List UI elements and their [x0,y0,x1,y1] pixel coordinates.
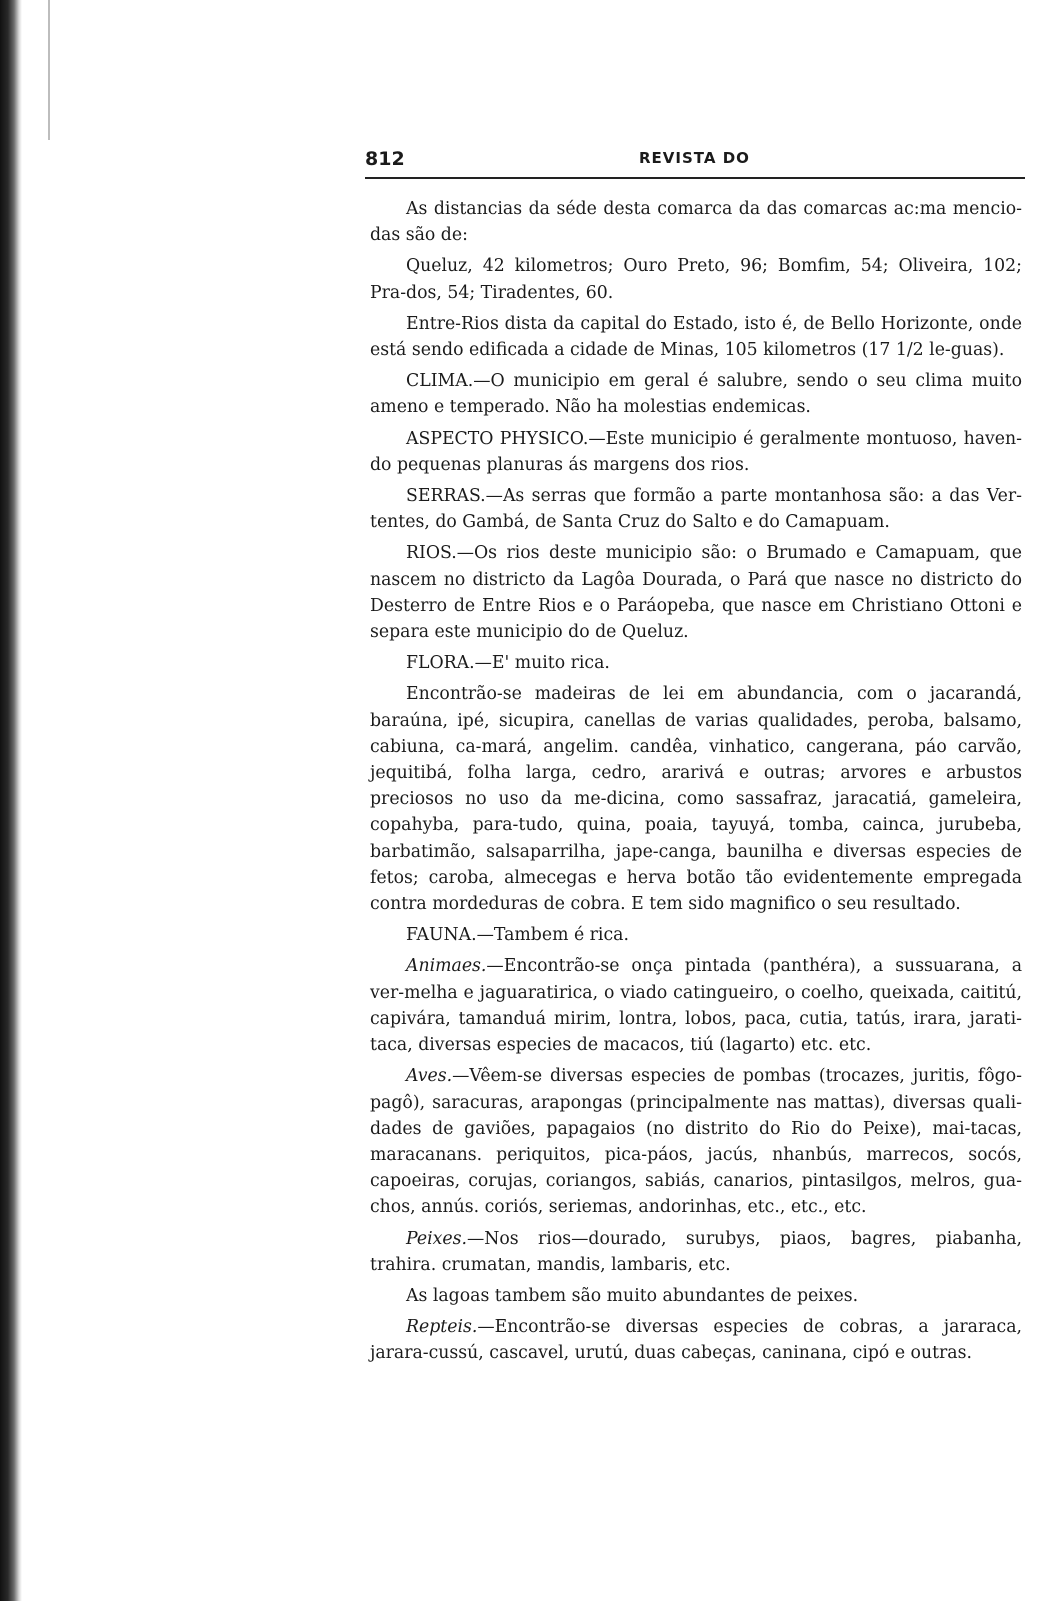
paragraph-text: CLIMA.—O municipio em geral é salubre, sendo o seu clima muito ameno e temperado. Não ha molestias endemicas. [370,371,1022,418]
paragraph [370,650,1022,676]
paragraph-text: Entre-Rios dista da capital do Estado, isto é, de Bello Horizonte, onde está sendo edificada a cidade de Minas, 105 kilometros (17 1/2 le-guas). [370,313,1022,361]
paragraph-text: As distancias da séde desta comarca da das comarcas ac:ma mencio-das são de: [370,199,1022,246]
paragraph [370,426,1022,478]
paragraph-text: FLORA.—E' muito rica. [406,653,610,674]
paragraph-text: FAUNA.—Tambem é rica. [406,925,629,946]
paragraph-lead: Aves. [406,1066,453,1087]
paragraph-lead: Animaes. [406,956,487,977]
paragraph [370,1314,1022,1366]
paragraph [370,681,1022,917]
paragraph-text: Queluz, 42 kilometros; Ouro Preto, 96; Bomfim, 54; Oliveira, 102; Pra-dos, 54; Tiradentes, 60. [370,256,1022,303]
paragraph [370,311,1022,363]
paragraph-text: Encontrão-se madeiras de lei em abundancia, com o jacarandá, baraúna, ipé, sicupira, canellas de varias qualidades, peroba, balsamo, cabiuna, ca-mará, angelim. candêa, vinhatico, cangerana, páo carvão, jequitibá, folha larga, cedro, ararivá e outras; arvores e arbustos preciosos no uso da me-dicina, como sassafraz, jaracatiá, gameleira, copahyba, para-tudo, quina, poaia, tayuyá, tomba, cainca, jurubeba, barbatimão, salsaparrilha, jape-canga, baunilha e diversas especies de fetos; caroba, almecegas e herva botão tão evidentemente empregada contra mordeduras de cobra. E tem sido magnifico o seu resultado. [370,684,1022,915]
body-text [370,196,1022,1372]
paragraph [370,540,1022,645]
paragraph-text: —Nos rios—dourado, surubys, piaos, bagres, piabanha, trahira. crumatan, mandis, lambaris, etc. [370,1228,1022,1275]
paragraph-text: —Encontrão-se onça pintada (panthéra), a sussuarana, a ver-melha e jaguaratirica, o viado catingueiro, o coelho, queixada, caititú, capivára, tamanduá mirim, lontra, lobos, paca, cutia, tatús, irara, jarati-taca, diversas especies de macacos, tiú (lagarto) etc. etc. [370,956,1022,1056]
running-head: REVISTA DO [639,149,750,167]
paragraph [370,1283,1022,1309]
paragraph-text: —Encontrão-se diversas especies de cobras, a jararaca, jarara-cussú, cascavel, urutú, duas cabeças, caninana, cipó e outras. [370,1317,1022,1364]
page-header [365,148,1025,172]
paragraph [370,922,1022,948]
paragraph-text: —Vêem-se diversas especies de pombas (trocazes, juritis, fôgo-pagô), saracuras, arapongas (principalmente nas mattas), diversas quali-dades de gaviões, papagaios (no distrito do Rio do Peixe), mai-tacas, maracanans. periquitos, pica-páos, jacús, nhanbús, marrecos, socós, capoeiras, corujas, coriangos, sabiás, canarios, pintasilgos, melros, gua-chos, annús. coriós, seriemas, andorinhas, etc., etc., etc. [370,1066,1022,1218]
scan-edge-mark [48,0,50,140]
scan-binding-edge [0,0,22,1601]
paragraph-text: SERRAS.—As serras que formão a parte montanhosa são: a das Ver-tentes, do Gambá, de Santa Cruz do Salto e do Camapuam. [370,486,1022,533]
paragraph [370,368,1022,420]
paragraph [370,1226,1022,1278]
paragraph [370,483,1022,535]
paragraph [370,253,1022,305]
paragraph [370,953,1022,1058]
paragraph [370,1063,1022,1220]
paragraph-lead: Repteis. [406,1317,478,1338]
header-rule [365,177,1025,179]
paragraph-text: As lagoas tambem são muito abundantes de peixes. [406,1285,859,1306]
paragraph-text: ASPECTO PHYSICO.—Este municipio é geralmente montuoso, haven-do pequenas planuras ás margens dos rios. [370,428,1022,475]
paragraph-lead: Peixes. [406,1228,467,1249]
paragraph [370,196,1022,248]
paragraph-text: RIOS.—Os rios deste municipio são: o Brumado e Camapuam, que nascem no districto da Lagôa Dourada, o Pará que nasce no districto do Desterro de Entre Rios e o Paráopeba, que nasce em Christiano Ottoni e separa este municipio do de Queluz. [370,543,1022,643]
page-number: 812 [365,148,405,170]
